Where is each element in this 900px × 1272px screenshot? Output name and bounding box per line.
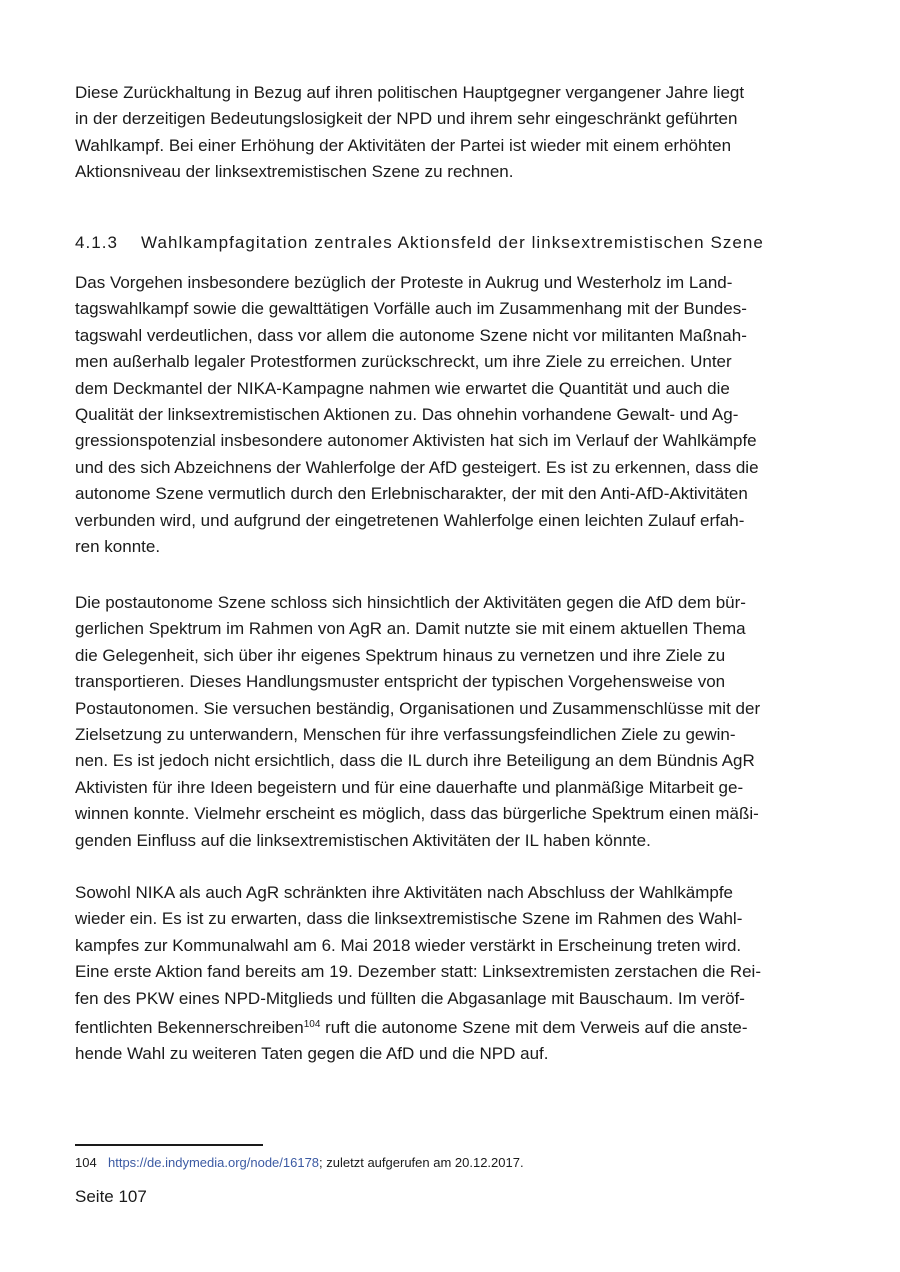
section-number: 4.1.3: [75, 233, 119, 252]
text-line: Qualität der linksextremistischen Aktionen zu. Das ohnehin vorhandene Gewalt- und Ag-: [75, 405, 739, 425]
text-line: nen. Es ist jedoch nicht ersichtlich, dass die IL durch ihre Beteiligung an dem Bündnis AgR: [75, 751, 755, 771]
text-line: hende Wahl zu weiteren Taten gegen die AfD und die NPD auf.: [75, 1044, 549, 1064]
text-line: kampfes zur Kommunalwahl am 6. Mai 2018 wieder verstärkt in Erscheinung treten wird.: [75, 935, 742, 955]
text-fragment: ruft die autonome Szene mit dem Verweis auf die anste-: [320, 1018, 748, 1038]
text-line: Wahlkampf. Bei einer Erhöhung der Aktivitäten der Partei ist wieder mit einem erhöhten: [75, 135, 732, 155]
text-line: Zielsetzung zu unterwandern, Menschen für ihre verfassungsfeindlichen Ziele zu gewin-: [75, 725, 736, 745]
text-line: Die postautonome Szene schloss sich hinsichtlich der Aktivitäten gegen die AfD dem bür-: [75, 593, 746, 612]
section-heading: [75, 233, 764, 253]
text-line: tagswahlkampf sowie die gewalttätigen Vorfälle auch im Zusammenhang mit der Bundes-: [75, 299, 747, 319]
text-line: [75, 1012, 830, 1041]
footnote: [75, 1155, 524, 1170]
footnote-reference[interactable]: 104: [303, 1019, 321, 1031]
text-line: gressionspotenzial insbesondere autonomer Aktivisten hat sich im Verlauf der Wahlkämpfe: [75, 431, 757, 451]
text-line: tagswahl verdeutlichen, dass vor allem die autonome Szene nicht vor militanten Maßnah-: [75, 325, 747, 345]
footnote-divider: [75, 1144, 263, 1146]
text-line: Eine erste Aktion fand bereits am 19. Dezember statt: Linksextremisten zerstachen die Rei-: [75, 962, 761, 982]
paragraph-3: [75, 590, 830, 854]
text-line: Postautonomen. Sie versuchen beständig, Organisationen und Zusammenschlüsse mit der: [75, 698, 761, 718]
text-line: ren konnte.: [75, 537, 161, 557]
text-line: autonome Szene vermutlich durch den Erlebnischarakter, der mit den Anti-AfD-Aktivitäten: [75, 484, 748, 504]
text-line: verbunden wird, und aufgrund der eingetretenen Wahlerfolge einen leichten Zulauf erfah-: [75, 510, 745, 530]
footnote-link[interactable]: https://de.indymedia.org/node/16178: [108, 1155, 320, 1170]
page-number: Seite 107: [75, 1187, 147, 1206]
text-line: Das Vorgehen insbesondere bezüglich der Proteste in Aukrug und Westerholz im Land-: [75, 273, 733, 292]
text-line: fen des PKW eines NPD-Mitglieds und füllten die Abgasanlage mit Bauschaum. Im veröf-: [75, 988, 745, 1008]
text-line: gerlichen Spektrum im Rahmen von AgR an. Damit nutzte sie mit einem aktuellen Thema: [75, 619, 746, 639]
footnote-text: ; zuletzt aufgerufen am 20.12.2017.: [319, 1155, 524, 1170]
text-line: Aktivisten für ihre Ideen begeistern und für eine dauerhafte und planmäßige Mitarbeit ge-: [75, 777, 744, 797]
text-line: men außerhalb legaler Protestformen zurückschreckt, um ihre Ziele zu erreichen. Unter: [75, 352, 732, 372]
text-fragment: fentlichten Bekennerschreiben: [75, 1018, 304, 1038]
text-line: und des sich Abzeichnens der Wahlerfolge der AfD gesteigert. Es ist zu erkennen, dass die: [75, 457, 759, 477]
paragraph-4: [75, 880, 830, 1068]
text-line: winnen konnte. Vielmehr erscheint es möglich, dass das bürgerliche Spektrum einen mäßi-: [75, 804, 759, 824]
text-line: genden Einfluss auf die linksextremistischen Aktivitäten der IL haben könnte.: [75, 830, 651, 850]
text-line: Diese Zurückhaltung in Bezug auf ihren politischen Hauptgegner vergangener Jahre liegt: [75, 83, 745, 102]
text-line: in der derzeitigen Bedeutungslosigkeit der NPD und ihrem sehr eingeschränkt geführten: [75, 109, 738, 129]
text-line: wieder ein. Es ist zu erwarten, dass die linksextremistische Szene im Rahmen des Wahl-: [75, 909, 743, 929]
text-line: Sowohl NIKA als auch AgR schränkten ihre Aktivitäten nach Abschluss der Wahlkämpfe: [75, 883, 733, 902]
paragraph-2: [75, 270, 830, 560]
section-title: Wahlkampfagitation zentrales Aktionsfeld der linksextremistischen Szene: [141, 233, 764, 252]
text-line: Aktionsniveau der linksextremistischen Szene zu rechnen.: [75, 162, 514, 182]
footnote-number: 104: [75, 1155, 97, 1170]
text-line: transportieren. Dieses Handlungsmuster entspricht der typischen Vorgehensweise von: [75, 672, 726, 692]
text-line: dem Deckmantel der NIKA-Kampagne nahmen wie erwartet die Quantität und auch die: [75, 378, 730, 398]
text-line: die Gelegenheit, sich über ihr eigenes Spektrum hinaus zu vernetzen und ihre Ziele zu: [75, 645, 726, 665]
paragraph-1: [75, 80, 830, 186]
